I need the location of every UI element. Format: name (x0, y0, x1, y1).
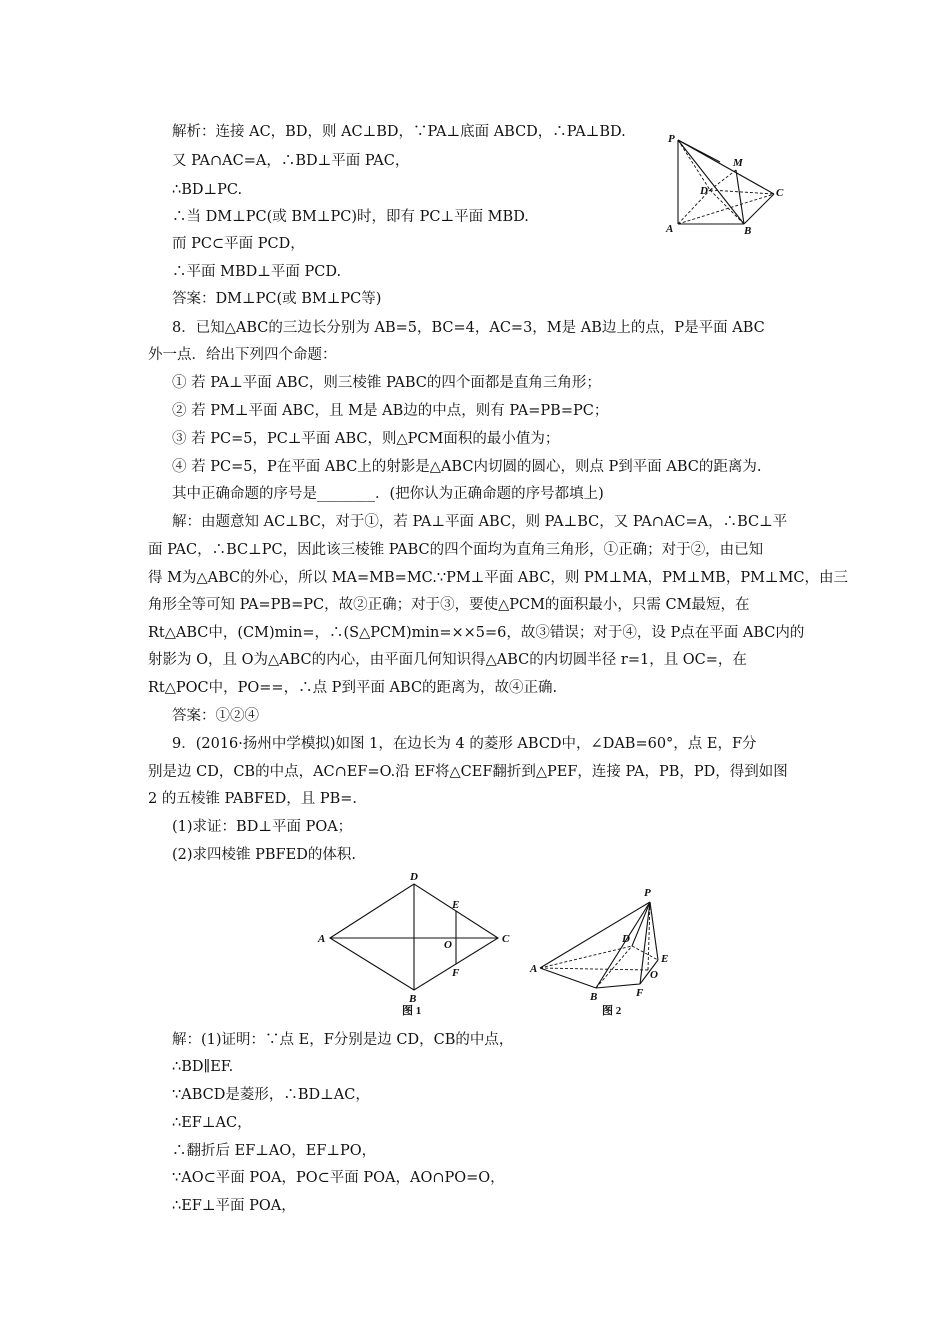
pentagonal-pyramid-figure (528, 884, 688, 1018)
proposition-3: ③ 若 PC=5，PC⊥平面 ABC，则△PCM面积的最小值为； (172, 431, 560, 447)
label-b: B (409, 993, 417, 1005)
label-p: P (668, 133, 675, 145)
label-b: B (744, 225, 752, 237)
label-e: E (661, 953, 669, 965)
proposition-1: ① 若 PA⊥平面 ABC，则三棱锥 PABC的四个面都是直角三角形； (172, 375, 601, 391)
text-line: 又 PA∩AC=A，∴BD⊥平面 PAC， (172, 153, 410, 169)
answer-line: 答案：①②④ (172, 708, 259, 724)
pyramid-figure (660, 128, 790, 238)
text-line: 2 的五棱锥 PABFED，且 PB=. (148, 791, 358, 807)
solution-line: ∵AO⊂平面 POA，PO⊂平面 POA，AO∩PO=O， (172, 1170, 505, 1186)
subquestion-2: (2)求四棱锥 PBFED的体积. (172, 847, 356, 863)
solution-line: 射影为 O，且 O为△ABC的内心，由平面几何知识得△ABC的内切圆半径 r=1，且 OC=，在 (148, 652, 747, 668)
label-f: F (452, 967, 460, 979)
solution-line: 角形全等可知 PA=PB=PC，故②正确；对于③，要使△PCM的面积最小，只需 CM最短，在 (148, 597, 750, 613)
text-line: ∴平面 MBD⊥平面 PCD. (172, 264, 342, 280)
label-a: A (318, 933, 326, 945)
label-o: O (444, 939, 452, 951)
text-line: 外一点．给出下列四个命题： (148, 347, 337, 363)
solution-line: Rt△POC中，PO==，∴点 P到平面 ABC的距离为，故④正确. (148, 680, 558, 696)
label-c: C (502, 933, 510, 945)
label-c: C (776, 187, 784, 199)
proposition-2: ② 若 PM⊥平面 ABC，且 M是 AB边的中点，则有 PA=PB=PC； (172, 403, 609, 419)
text-line: 而 PC⊂平面 PCD， (172, 236, 305, 252)
text-line: ∴当 DM⊥PC(或 BM⊥PC)时，即有 PC⊥平面 MBD. (172, 209, 529, 225)
label-f: F (636, 987, 644, 999)
figure-2-caption: 图 2 (602, 1005, 622, 1017)
solution-line: ∴翻折后 EF⊥AO，EF⊥PO， (172, 1143, 377, 1159)
subquestion-1: (1)求证：BD⊥平面 POA； (172, 819, 353, 835)
text-line: 其中正确命题的序号是________．(把你认为正确命题的序号都填上) (172, 486, 604, 502)
answer-line: 答案：DM⊥PC(或 BM⊥PC等) (172, 291, 382, 307)
label-m: M (733, 157, 743, 169)
solution-line: 面 PAC，∴BC⊥PC，因此该三棱锥 PABC的四个面均为直角三角形，①正确；对于②，由已知 (148, 542, 764, 558)
problem-9-stem: 9．(2016·扬州中学模拟)如图 1，在边长为 4 的菱形 ABCD中，∠DAB=60°，点 E，F分 (172, 736, 757, 752)
figure-1-caption: 图 1 (402, 1005, 422, 1017)
text-line: 解析：连接 AC，BD，则 AC⊥BD，∵PA⊥底面 ABCD，∴PA⊥BD. (172, 124, 626, 140)
solution-line: 解：(1)证明：∵点 E，F分别是边 CD，CB的中点， (172, 1032, 514, 1048)
solution-line: 解：由题意知 AC⊥BC，对于①，若 PA⊥平面 ABC，则 PA⊥BC，又 PA∩AC=A，∴BC⊥平 (172, 514, 788, 530)
problem-8-stem: 8．已知△ABC的三边长分别为 AB=5，BC=4，AC=3，M是 AB边上的点，P是平面 ABC (172, 320, 765, 336)
solution-line: 得 M为△ABC的外心，所以 MA=MB=MC.∵PM⊥平面 ABC，则 PM⊥MA，PM⊥MB，PM⊥MC，由三 (148, 570, 849, 586)
label-p: P (644, 887, 651, 899)
solution-line: Rt△ABC中，(CM)min=，∴(S△PCM)min=××5=6，故③错误；对于④，设 P点在平面 ABC内的 (148, 625, 805, 641)
solution-line: ∴EF⊥AC， (172, 1115, 252, 1131)
label-a: A (666, 223, 674, 235)
solution-line: ∴EF⊥平面 POA， (172, 1198, 296, 1214)
label-a: A (530, 963, 538, 975)
label-o: O (650, 969, 658, 981)
label-d: D (700, 185, 708, 197)
solution-line: ∴BD∥EF. (172, 1059, 234, 1075)
label-b: B (590, 991, 598, 1003)
label-d: D (622, 933, 630, 945)
solution-line: ∵ABCD是菱形，∴BD⊥AC， (172, 1087, 370, 1103)
rhombus-figure (312, 868, 522, 1018)
label-e: E (452, 899, 460, 911)
label-d: D (410, 871, 418, 883)
text-line: 别是边 CD，CB的中点，AC∩EF=O.沿 EF将△CEF翻折到△PEF，连接 PA，PB，PD，得到如图 (148, 764, 788, 780)
proposition-4: ④ 若 PC=5，P在平面 ABC上的射影是△ABC内切圆的圆心，则点 P到平面 ABC的距离为. (172, 459, 762, 475)
text-line: ∴BD⊥PC. (172, 182, 243, 198)
